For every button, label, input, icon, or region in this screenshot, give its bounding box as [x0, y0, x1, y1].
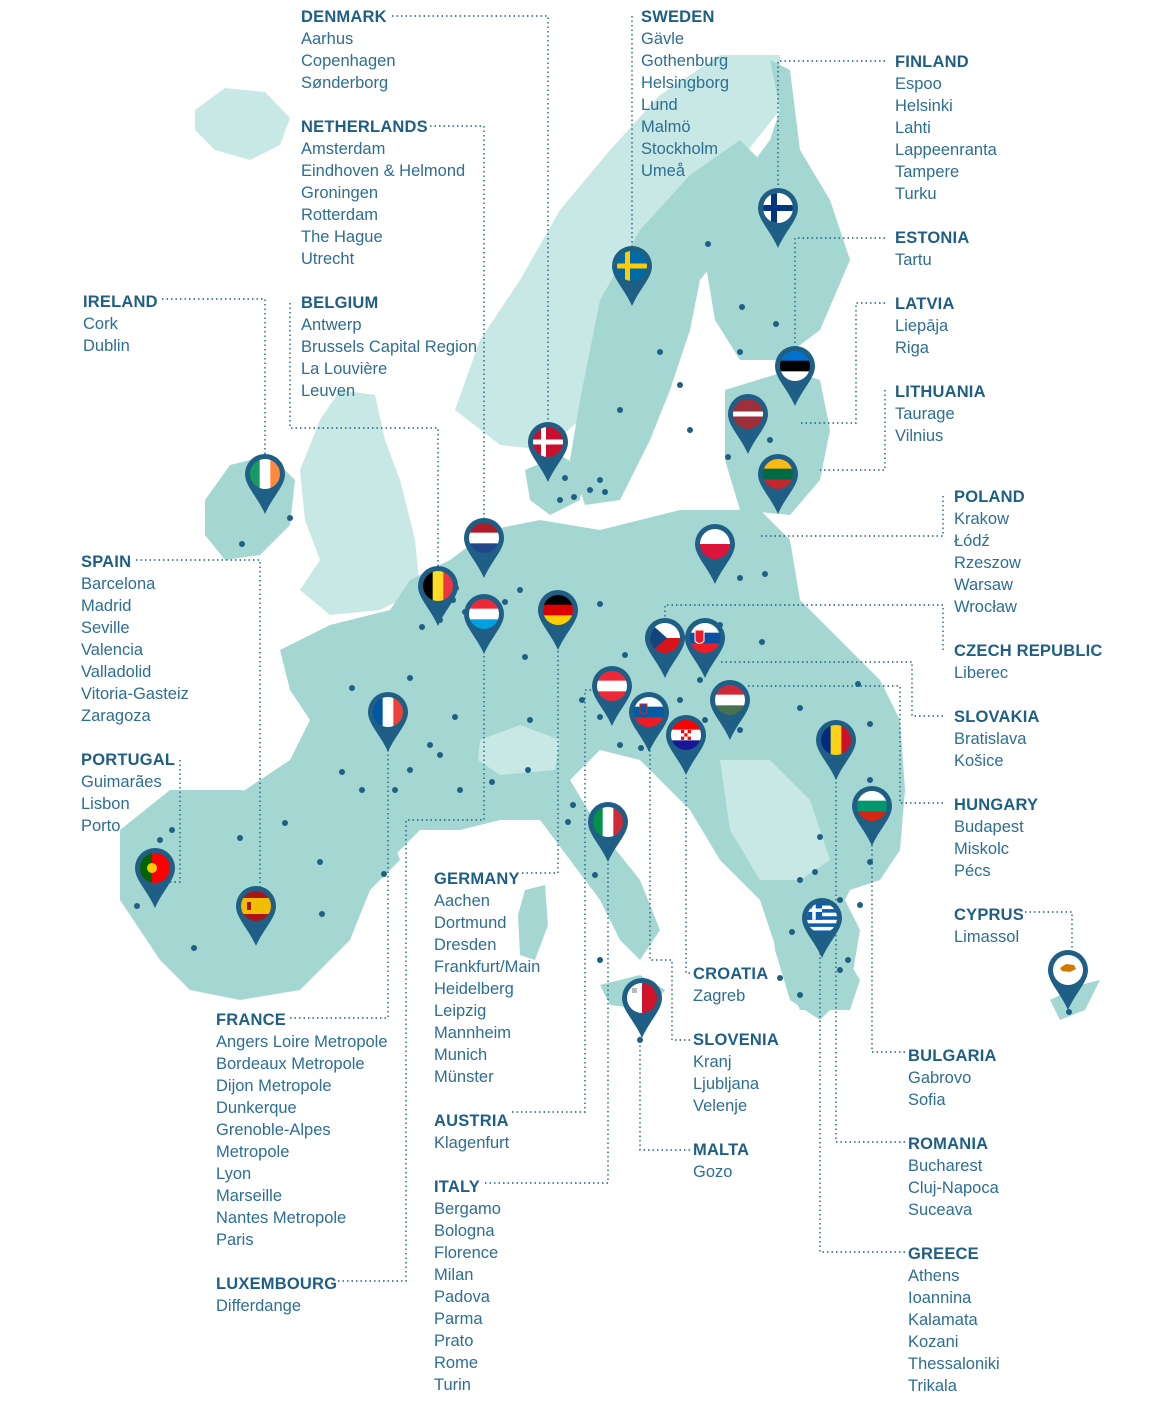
country-name-estonia: ESTONIA — [895, 229, 970, 247]
city-name: Madrid — [81, 597, 132, 615]
country-group-portugal — [81, 749, 175, 837]
city-name: Rzeszow — [954, 554, 1021, 572]
city-name: Bratislava — [954, 730, 1027, 748]
country-name-hungary: HUNGARY — [954, 796, 1039, 814]
city-name: Aarhus — [301, 30, 354, 48]
city-dot — [812, 869, 818, 875]
city-name: Łódź — [954, 532, 990, 550]
city-dot — [767, 437, 773, 443]
city-name: Cluj-Napoca — [908, 1179, 999, 1197]
city-dot — [705, 241, 711, 247]
city-name: Bucharest — [908, 1157, 983, 1175]
city-dot — [657, 349, 663, 355]
city-name: The Hague — [301, 228, 383, 246]
city-name: Košice — [954, 752, 1004, 770]
country-group-finland — [895, 51, 997, 205]
city-name: Liepāja — [895, 317, 949, 335]
city-dot — [697, 677, 703, 683]
city-name: Umeå — [641, 162, 686, 180]
city-dot — [527, 717, 533, 723]
city-dot — [837, 897, 843, 903]
city-name: Leipzig — [434, 1002, 487, 1020]
city-name: Angers Loire Metropole — [216, 1033, 388, 1051]
city-dot — [565, 819, 571, 825]
city-dot — [737, 727, 743, 733]
city-name: Espoo — [895, 75, 942, 93]
city-name: Prato — [434, 1332, 474, 1350]
city-dot — [617, 407, 623, 413]
city-name: Gabrovo — [908, 1069, 972, 1087]
country-group-belgium — [301, 292, 477, 402]
city-dot — [677, 382, 683, 388]
country-group-estonia — [895, 227, 969, 271]
city-dot — [617, 742, 623, 748]
city-dot — [570, 802, 576, 808]
city-name: Valencia — [81, 641, 144, 659]
city-dot — [762, 571, 768, 577]
country-group-greece — [908, 1243, 1000, 1397]
leader-malta — [640, 1035, 690, 1150]
city-name: Warsaw — [954, 576, 1013, 594]
city-name: Grenoble-Alpes — [216, 1121, 331, 1139]
city-name: Klagenfurt — [434, 1134, 510, 1152]
city-dot — [725, 454, 731, 460]
city-name: Kranj — [693, 1053, 732, 1071]
city-dot — [602, 489, 608, 495]
city-name: Valladolid — [81, 663, 152, 681]
city-dot — [502, 599, 508, 605]
city-dot — [1066, 1009, 1072, 1015]
country-group-lithuania — [895, 381, 986, 447]
country-name-malta: MALTA — [693, 1141, 750, 1159]
city-name: Guimarães — [81, 773, 162, 791]
city-name: Padova — [434, 1288, 490, 1306]
city-dot — [359, 787, 365, 793]
city-dot — [857, 902, 863, 908]
city-name: Suceava — [908, 1201, 973, 1219]
city-dot — [597, 601, 603, 607]
city-name: La Louvière — [301, 360, 388, 378]
country-name-belgium: BELGIUM — [301, 294, 379, 312]
city-name: Gothenburg — [641, 52, 729, 70]
city-name: Utrecht — [301, 250, 355, 268]
city-name: Groningen — [301, 184, 379, 202]
city-name: Gävle — [641, 30, 685, 48]
city-dot — [677, 697, 683, 703]
city-name: Helsingborg — [641, 74, 730, 92]
country-group-italy — [434, 1176, 501, 1396]
country-name-slovakia: SLOVAKIA — [954, 708, 1040, 726]
country-name-italy: ITALY — [434, 1178, 480, 1196]
city-name: Sønderborg — [301, 74, 389, 92]
country-name-spain: SPAIN — [81, 553, 132, 571]
country-name-croatia: CROATIA — [693, 965, 769, 983]
country-name-luxembourg: LUXEMBOURG — [216, 1275, 338, 1293]
country-group-slovakia — [954, 706, 1040, 772]
city-name: Riga — [895, 339, 929, 357]
city-dot — [777, 975, 783, 981]
country-name-poland: POLAND — [954, 488, 1025, 506]
city-dot — [427, 742, 433, 748]
city-name: Zaragoza — [81, 707, 151, 725]
city-name: Turin — [434, 1376, 471, 1394]
city-dot — [237, 835, 243, 841]
city-name: Seville — [81, 619, 130, 637]
city-name: Frankfurt/Main — [434, 958, 541, 976]
city-name: Antwerp — [301, 316, 362, 334]
city-name: Rotterdam — [301, 206, 379, 224]
country-group-cyprus — [954, 904, 1024, 948]
country-group-france — [216, 1009, 388, 1251]
britain-land — [300, 390, 420, 615]
country-name-finland: FINLAND — [895, 53, 969, 71]
city-dot — [759, 639, 765, 645]
country-name-czech-republic: CZECH REPUBLIC — [954, 642, 1103, 660]
city-name: Mannheim — [434, 1024, 512, 1042]
city-dot — [739, 304, 745, 310]
city-name: Parma — [434, 1310, 483, 1328]
city-dot — [407, 767, 413, 773]
country-group-croatia — [693, 963, 768, 1007]
city-dot — [597, 957, 603, 963]
city-name: Dresden — [434, 936, 497, 954]
city-dot — [319, 911, 325, 917]
city-dot — [452, 714, 458, 720]
country-name-ireland: IRELAND — [83, 293, 158, 311]
city-dot — [737, 575, 743, 581]
city-name: Heidelberg — [434, 980, 514, 998]
country-name-sweden: SWEDEN — [641, 8, 715, 26]
country-name-portugal: PORTUGAL — [81, 751, 176, 769]
city-dot — [797, 877, 803, 883]
country-group-czech-republic — [954, 640, 1103, 684]
city-dot — [845, 957, 851, 963]
city-name: Limassol — [954, 928, 1020, 946]
country-name-austria: AUSTRIA — [434, 1112, 509, 1130]
country-group-netherlands — [301, 116, 465, 270]
city-name: Cork — [83, 315, 118, 333]
city-name: Bergamo — [434, 1200, 501, 1218]
city-name: Budapest — [954, 818, 1024, 836]
country-group-austria — [434, 1110, 509, 1154]
country-group-spain — [81, 551, 189, 727]
country-group-malta — [693, 1139, 749, 1183]
city-name: Athens — [908, 1267, 960, 1285]
country-group-germany — [434, 868, 540, 1088]
city-dot — [797, 992, 803, 998]
country-name-lithuania: LITHUANIA — [895, 383, 986, 401]
city-name: Lund — [641, 96, 678, 114]
city-dot — [339, 769, 345, 775]
city-name: Amsterdam — [301, 140, 386, 158]
country-group-latvia — [895, 293, 955, 359]
country-group-slovenia — [693, 1029, 779, 1117]
city-name: Marseille — [216, 1187, 283, 1205]
city-name: Paris — [216, 1231, 254, 1249]
city-name: Münster — [434, 1068, 494, 1086]
city-dot — [407, 675, 413, 681]
city-dot — [157, 837, 163, 843]
city-name: Malmö — [641, 118, 691, 136]
country-name-romania: ROMANIA — [908, 1135, 989, 1153]
iceland-land — [195, 88, 290, 160]
city-name: Milan — [434, 1266, 474, 1284]
city-name: Sofia — [908, 1091, 946, 1109]
city-dot — [437, 752, 443, 758]
country-group-sweden — [641, 6, 729, 182]
city-name: Liberec — [954, 664, 1009, 682]
city-dot — [867, 721, 873, 727]
city-name: Vitoria-Gasteiz — [81, 685, 189, 703]
city-dot — [837, 967, 843, 973]
city-dot — [489, 779, 495, 785]
city-dot — [797, 705, 803, 711]
city-name: Velenje — [693, 1097, 748, 1115]
city-name: Tampere — [895, 163, 960, 181]
city-name: Lyon — [216, 1165, 252, 1183]
city-dot — [562, 475, 568, 481]
country-name-germany: GERMANY — [434, 870, 520, 888]
country-group-poland — [954, 486, 1025, 618]
city-dot — [638, 745, 644, 751]
city-dot — [571, 494, 577, 500]
city-name: Dortmund — [434, 914, 507, 932]
city-name: Ioannina — [908, 1289, 972, 1307]
city-name: Lisbon — [81, 795, 130, 813]
city-dot — [817, 834, 823, 840]
country-name-cyprus: CYPRUS — [954, 906, 1024, 924]
city-dot — [789, 929, 795, 935]
city-dot — [597, 477, 603, 483]
city-name: Miskolc — [954, 840, 1010, 858]
city-name: Lahti — [895, 119, 931, 137]
city-name: Dunkerque — [216, 1099, 297, 1117]
city-dot — [134, 903, 140, 909]
country-name-latvia: LATVIA — [895, 295, 955, 313]
city-name: Rome — [434, 1354, 479, 1372]
city-name: Florence — [434, 1244, 499, 1262]
city-name: Dublin — [83, 337, 130, 355]
city-dot — [597, 714, 603, 720]
leader-ireland — [162, 299, 265, 460]
city-dot — [349, 685, 355, 691]
city-dot — [855, 681, 861, 687]
city-dot — [381, 871, 387, 877]
city-dot — [287, 515, 293, 521]
city-name: Thessaloniki — [908, 1355, 1000, 1373]
city-name: Krakow — [954, 510, 1010, 528]
city-dot — [239, 541, 245, 547]
city-dot — [517, 587, 523, 593]
city-name: Helsinki — [895, 97, 953, 115]
city-dot — [622, 652, 628, 658]
city-dot — [282, 820, 288, 826]
city-dot — [557, 497, 563, 503]
city-dot — [867, 777, 873, 783]
city-name: Copenhagen — [301, 52, 396, 70]
country-name-greece: GREECE — [908, 1245, 979, 1263]
city-name: Aachen — [434, 892, 490, 910]
city-name: Metropole — [216, 1143, 290, 1161]
city-name: Turku — [895, 185, 937, 203]
city-dot — [687, 427, 693, 433]
city-name: Wrocław — [954, 598, 1017, 616]
country-group-luxembourg — [216, 1273, 337, 1317]
city-dot — [587, 487, 593, 493]
country-group-bulgaria — [908, 1045, 997, 1111]
city-dot — [392, 787, 398, 793]
city-dot — [419, 624, 425, 630]
city-name: Brussels Capital Region — [301, 338, 478, 356]
city-dot — [522, 654, 528, 660]
city-name: Zagreb — [693, 987, 746, 1005]
city-name: Bologna — [434, 1222, 495, 1240]
city-dot — [191, 945, 197, 951]
city-name: Kozani — [908, 1333, 959, 1351]
city-name: Pécs — [954, 862, 991, 880]
city-name: Differdange — [216, 1297, 302, 1315]
city-name: Dijon Metropole — [216, 1077, 332, 1095]
city-name: Ljubljana — [693, 1075, 760, 1093]
country-name-netherlands: NETHERLANDS — [301, 118, 428, 136]
city-name: Gozo — [693, 1163, 733, 1181]
city-dot — [317, 859, 323, 865]
country-name-france: FRANCE — [216, 1011, 286, 1029]
country-group-romania — [908, 1133, 999, 1221]
city-name: Tartu — [895, 251, 932, 269]
city-dot — [592, 872, 598, 878]
city-dot — [737, 349, 743, 355]
country-name-slovenia: SLOVENIA — [693, 1031, 779, 1049]
city-name: Lappeenranta — [895, 141, 997, 159]
city-name: Barcelona — [81, 575, 156, 593]
city-name: Nantes Metropole — [216, 1209, 347, 1227]
city-name: Kalamata — [908, 1311, 978, 1329]
city-name: Leuven — [301, 382, 356, 400]
country-name-bulgaria: BULGARIA — [908, 1047, 997, 1065]
city-dot — [773, 321, 779, 327]
country-group-hungary — [954, 794, 1038, 882]
country-group-denmark — [301, 6, 396, 94]
city-name: Bordeaux Metropole — [216, 1055, 365, 1073]
city-name: Porto — [81, 817, 121, 835]
country-name-denmark: DENMARK — [301, 8, 387, 26]
city-name: Vilnius — [895, 427, 944, 445]
leader-cyprus — [1025, 912, 1072, 955]
country-group-ireland — [83, 291, 158, 357]
city-name: Taurage — [895, 405, 955, 423]
city-dot — [702, 717, 708, 723]
city-dot — [579, 697, 585, 703]
city-name: Stockholm — [641, 140, 719, 158]
malta-pin-icon — [622, 978, 662, 1038]
city-dot — [457, 787, 463, 793]
city-name: Eindhoven & Helmond — [301, 162, 466, 180]
city-name: Trikala — [908, 1377, 957, 1395]
city-name: Munich — [434, 1046, 488, 1064]
city-dot — [525, 767, 531, 773]
